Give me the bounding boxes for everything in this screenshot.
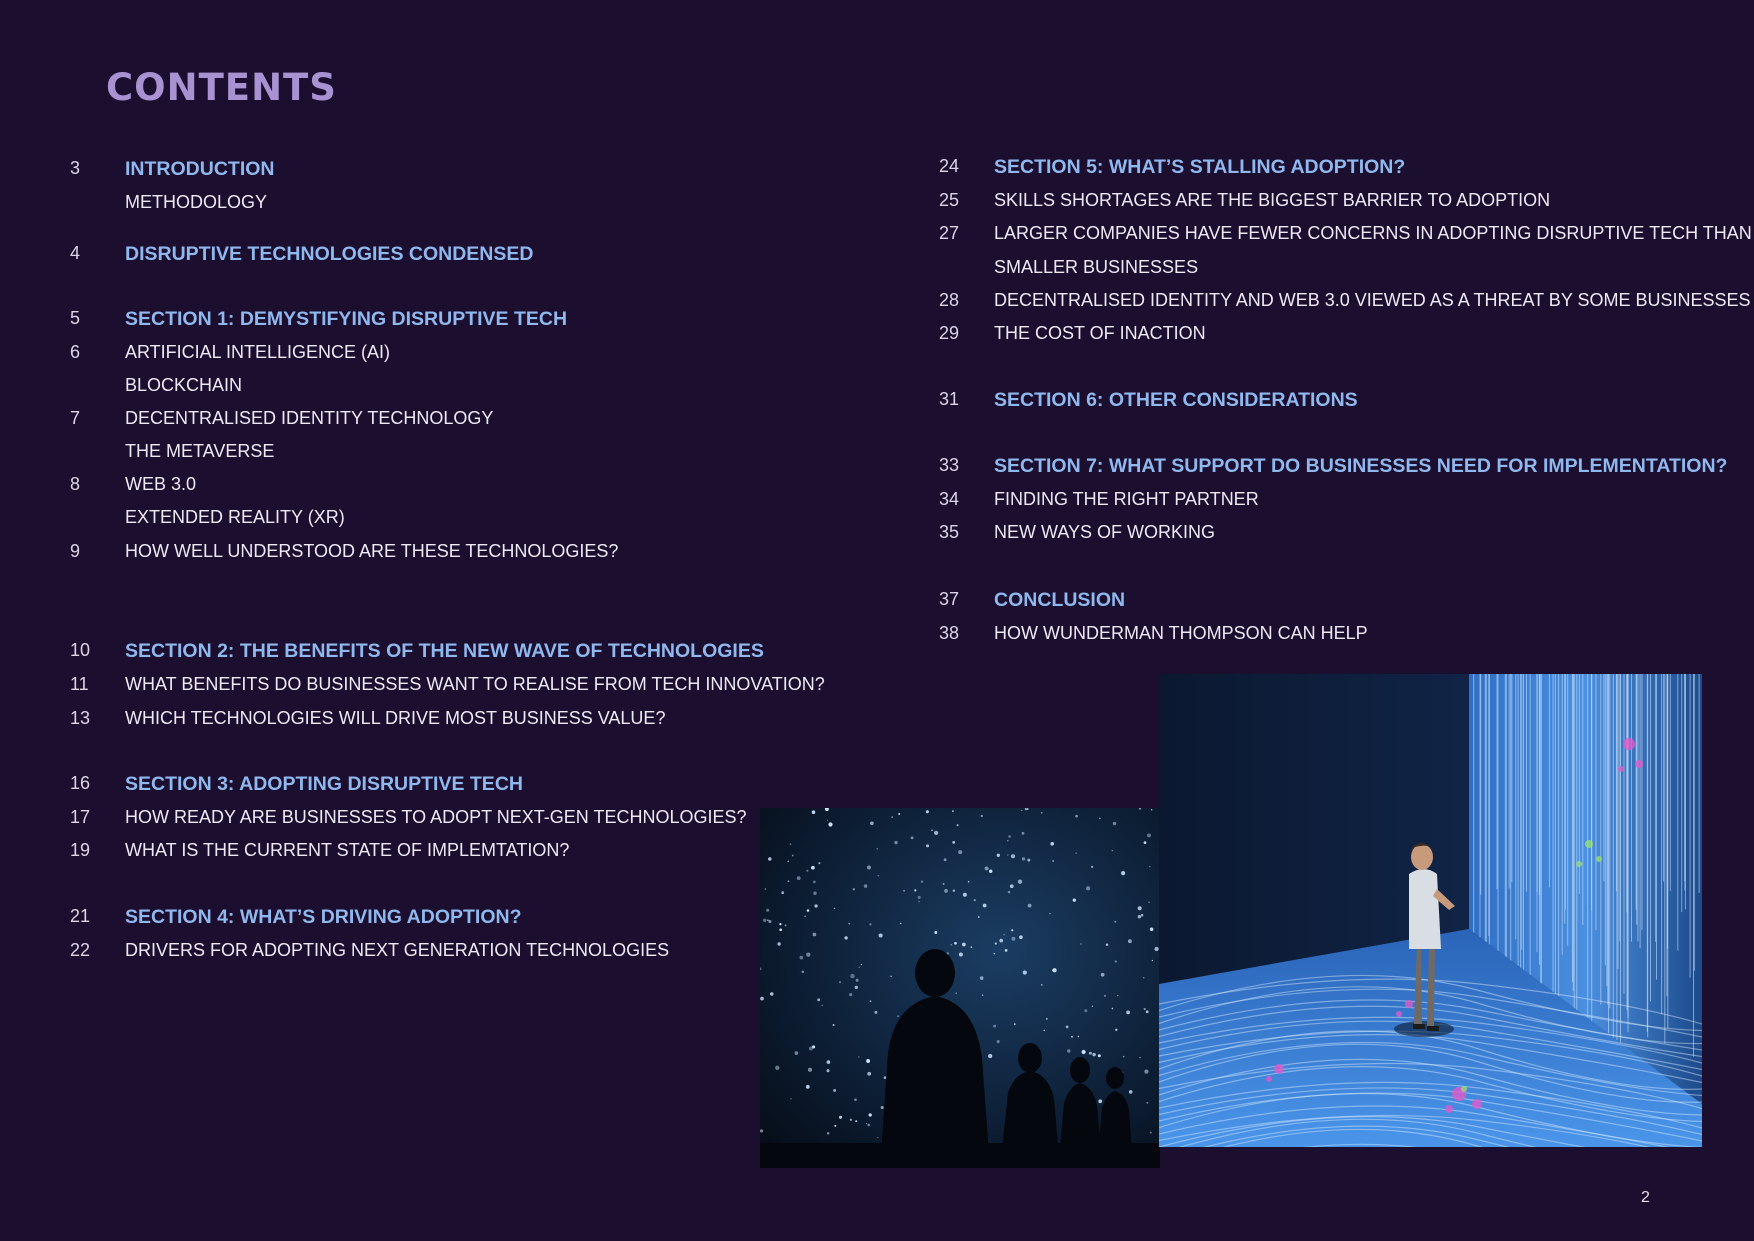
toc-section-heading[interactable] [70, 640, 810, 668]
toc-page-number: 38 [939, 623, 960, 643]
toc-entry[interactable] [939, 489, 1739, 517]
toc-entry-label: SMALLER BUSINESSES [994, 257, 1199, 277]
toc-page-number: 3 [70, 158, 81, 178]
toc-page-number: 9 [70, 541, 81, 561]
toc-section-heading[interactable] [70, 906, 810, 934]
toc-page-number: 21 [70, 906, 91, 926]
toc-entry[interactable] [70, 940, 810, 968]
contents-left-column [70, 0, 825, 1000]
toc-page-number: 17 [70, 807, 91, 827]
toc-entry-label: SECTION 7: WHAT SUPPORT DO BUSINESSES NEED FOR IMPLEMENTATION? [994, 455, 1728, 477]
toc-entry-label: SECTION 4: WHAT’S DRIVING ADOPTION? [125, 906, 522, 928]
toc-entry[interactable] [70, 840, 810, 868]
toc-entry[interactable] [70, 807, 810, 835]
toc-entry[interactable] [70, 342, 810, 370]
toc-entry-label: DECENTRALISED IDENTITY AND WEB 3.0 VIEWED AS A THREAT BY SOME BUSINESSES [994, 290, 1751, 310]
toc-page-number: 29 [939, 323, 960, 343]
toc-page-number: 27 [939, 223, 960, 243]
toc-entry-label: SECTION 5: WHAT’S STALLING ADOPTION? [994, 156, 1406, 178]
toc-page-number: 5 [70, 308, 81, 328]
toc-entry-label: WHAT IS THE CURRENT STATE OF IMPLEMTATION? [125, 840, 570, 860]
toc-section-heading[interactable] [70, 243, 810, 271]
contents-right-column [939, 0, 1752, 700]
toc-page-number: 19 [70, 840, 91, 860]
toc-entry-label: SECTION 6: OTHER CONSIDERATIONS [994, 389, 1358, 411]
toc-section-heading[interactable] [70, 773, 810, 801]
toc-page-number: 28 [939, 290, 960, 310]
toc-page-number: 10 [70, 640, 91, 660]
toc-entry[interactable] [70, 441, 810, 469]
toc-entry-label: DRIVERS FOR ADOPTING NEXT GENERATION TECHNOLOGIES [125, 940, 670, 960]
toc-entry-label: WHICH TECHNOLOGIES WILL DRIVE MOST BUSINESS VALUE? [125, 708, 666, 728]
toc-entry[interactable] [939, 623, 1739, 651]
toc-page-number: 22 [70, 940, 91, 960]
toc-entry-label: WEB 3.0 [125, 474, 197, 494]
toc-entry-label: LARGER COMPANIES HAVE FEWER CONCERNS IN ADOPTING DISRUPTIVE TECH THAN [994, 223, 1752, 243]
toc-page-number: 16 [70, 773, 91, 793]
toc-section-heading[interactable] [939, 389, 1739, 417]
page-title: CONTENTS [106, 66, 337, 109]
toc-entry[interactable] [939, 190, 1739, 218]
toc-entry-label: BLOCKCHAIN [125, 375, 243, 395]
toc-entry[interactable] [70, 192, 810, 220]
toc-entry-label: SECTION 2: THE BENEFITS OF THE NEW WAVE OF TECHNOLOGIES [125, 640, 764, 662]
toc-entry-label: HOW WUNDERMAN THOMPSON CAN HELP [994, 623, 1368, 643]
toc-page-number: 6 [70, 342, 81, 362]
toc-entry-label: CONCLUSION [994, 589, 1126, 611]
toc-entry-label: DISRUPTIVE TECHNOLOGIES CONDENSED [125, 243, 534, 265]
toc-page-number: 8 [70, 474, 81, 494]
toc-entry[interactable] [939, 223, 1752, 251]
toc-page-number: 13 [70, 708, 91, 728]
toc-page-number: 33 [939, 455, 960, 475]
toc-page-number: 11 [70, 674, 89, 694]
toc-page-number: 35 [939, 522, 960, 542]
toc-entry-label: SECTION 1: DEMYSTIFYING DISRUPTIVE TECH [125, 308, 568, 330]
toc-entry[interactable] [70, 507, 810, 535]
toc-entry[interactable] [70, 541, 810, 569]
toc-entry-label: HOW READY ARE BUSINESSES TO ADOPT NEXT-GEN TECHNOLOGIES? [125, 807, 747, 827]
toc-entry-label: METHODOLOGY [125, 192, 268, 212]
toc-entry-label: NEW WAYS OF WORKING [994, 522, 1215, 542]
toc-entry-label: WHAT BENEFITS DO BUSINESSES WANT TO REALISE FROM TECH INNOVATION? [125, 674, 825, 694]
toc-entry[interactable] [70, 408, 810, 436]
toc-entry-label: SKILLS SHORTAGES ARE THE BIGGEST BARRIER TO ADOPTION [994, 190, 1551, 210]
toc-page-number: 24 [939, 156, 960, 176]
toc-entry-label: THE COST OF INACTION [994, 323, 1206, 343]
toc-entry[interactable] [70, 375, 810, 403]
toc-entry[interactable] [70, 474, 810, 502]
toc-page-number: 25 [939, 190, 960, 210]
toc-entry-label: THE METAVERSE [125, 441, 275, 461]
toc-section-heading[interactable] [939, 156, 1739, 184]
toc-section-heading[interactable] [939, 589, 1739, 617]
toc-section-heading[interactable] [70, 308, 810, 336]
toc-entry-label: DECENTRALISED IDENTITY TECHNOLOGY [125, 408, 494, 428]
toc-entry-label: INTRODUCTION [125, 158, 275, 180]
toc-entry-label: ARTIFICIAL INTELLIGENCE (AI) [125, 342, 391, 362]
toc-entry-label: HOW WELL UNDERSTOOD ARE THESE TECHNOLOGIES? [125, 541, 619, 561]
starfield-installation-photo [760, 808, 1160, 1168]
toc-section-heading[interactable] [939, 455, 1739, 483]
toc-entry[interactable] [939, 290, 1751, 318]
toc-entry[interactable] [939, 522, 1739, 550]
toc-page-number: 7 [70, 408, 81, 428]
toc-page-number: 4 [70, 243, 81, 263]
toc-page-number: 37 [939, 589, 960, 609]
toc-section-heading[interactable] [70, 158, 810, 186]
toc-entry[interactable] [939, 323, 1739, 351]
page-number: 2 [1641, 1189, 1650, 1206]
toc-entry[interactable] [939, 257, 1739, 285]
toc-page-number: 31 [939, 389, 960, 409]
toc-entry-label: EXTENDED REALITY (XR) [125, 507, 345, 527]
toc-page-number: 34 [939, 489, 960, 509]
toc-entry[interactable] [70, 708, 810, 736]
toc-entry[interactable] [70, 674, 825, 702]
toc-entry-label: SECTION 3: ADOPTING DISRUPTIVE TECH [125, 773, 523, 795]
toc-entry-label: FINDING THE RIGHT PARTNER [994, 489, 1259, 509]
digital-art-room-photo [1159, 674, 1702, 1147]
